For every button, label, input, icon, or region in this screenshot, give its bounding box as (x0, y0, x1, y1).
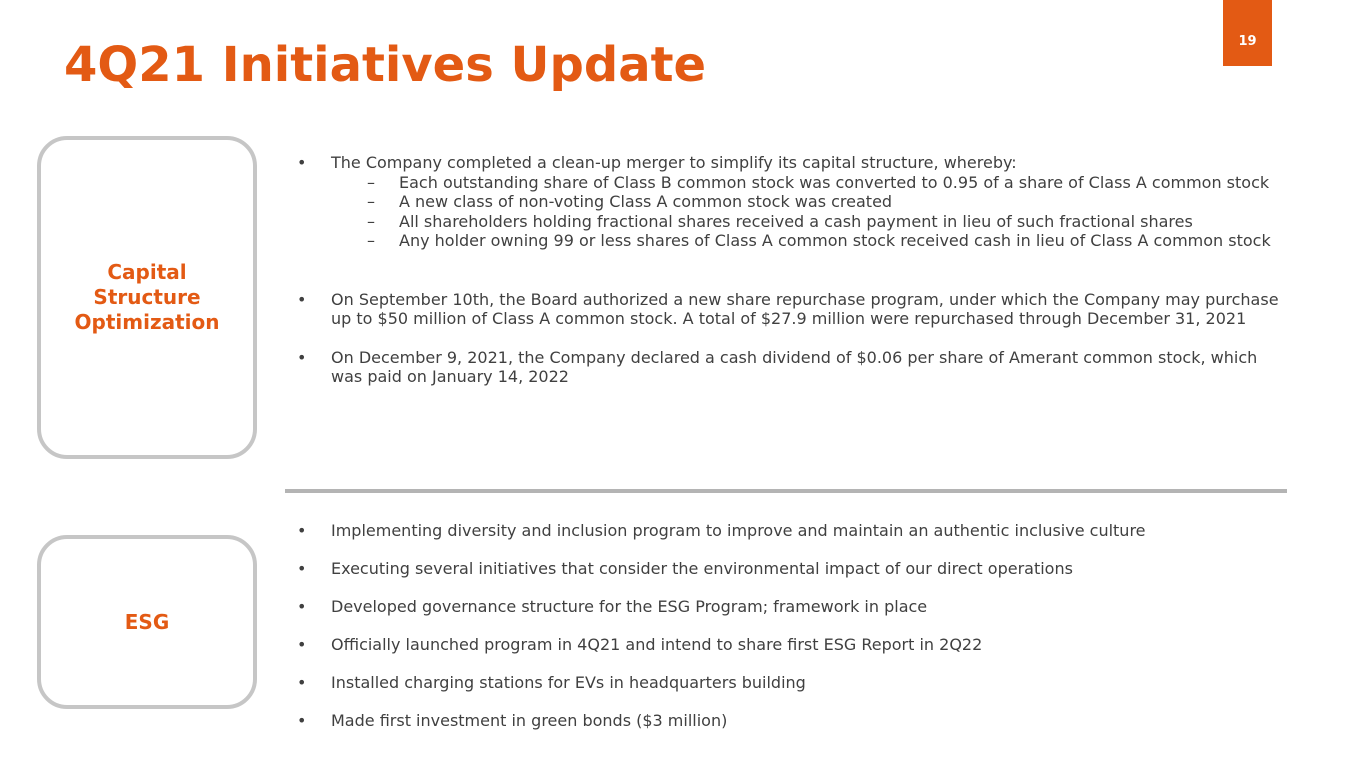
esg-bullet-charging (297, 673, 1282, 693)
dash-mark: – (367, 211, 375, 231)
bullet-text: Implementing diversity and inclusion program to improve and maintain an authentic inclusive culture (331, 521, 1146, 540)
bullet-mark: • (297, 635, 307, 655)
sub-bullet-non-voting-class (297, 192, 1282, 212)
page-number-badge: 19 (1223, 0, 1272, 66)
capital-bullet-dividend (297, 348, 1282, 387)
esg-content (297, 521, 1282, 750)
capital-structure-label: Capital Structure Optimization (74, 260, 220, 334)
esg-bullet-environmental (297, 559, 1282, 579)
bullet-text: Officially launched program in 4Q21 and intend to share first ESG Report in 2Q22 (331, 635, 983, 655)
dash-mark: – (367, 192, 375, 211)
bullet-mark: • (297, 521, 307, 540)
bullet-text: Made first investment in green bonds ($3 million) (331, 711, 728, 731)
sub-bullet-text: All shareholders holding fractional shares received a cash payment in lieu of such fractional shares (399, 211, 1193, 231)
capital-structure-box (37, 136, 257, 459)
esg-box (37, 535, 257, 709)
bullet-mark: • (297, 711, 307, 731)
bullet-text: Installed charging stations for EVs in headquarters building (331, 673, 806, 693)
esg-bullet-diversity (297, 521, 1282, 541)
bullet-text: Developed governance structure for the ESG Program; framework in place (331, 597, 928, 617)
esg-bullet-launch (297, 635, 1282, 655)
bullet-mark: • (297, 153, 307, 172)
bullet-text: On September 10th, the Board authorized a new share repurchase program, under which the Company may purchase up to $50 million of Class A common stock. A total of $27.9 million were repurchased through December 31, 2021 (331, 289, 1279, 328)
sub-bullet-fractional-shares (297, 212, 1282, 232)
bullet-mark: • (297, 289, 307, 309)
slide-title: 4Q21 Initiatives Update (64, 37, 707, 93)
bullet-text: Executing several initiatives that consider the environmental impact of our direct operations (331, 559, 1073, 579)
dash-mark: – (367, 172, 375, 192)
capital-bullet-merger (297, 153, 1282, 173)
esg-bullet-green-bonds (297, 711, 1282, 731)
dash-mark: – (367, 231, 375, 250)
capital-structure-content (297, 153, 1282, 387)
sub-bullet-text: Each outstanding share of Class B common stock was converted to 0.95 of a share of Class A common stock (399, 172, 1270, 192)
esg-label: ESG (124, 609, 170, 634)
bullet-mark: • (297, 597, 307, 617)
bullet-mark: • (297, 559, 307, 579)
sub-bullet-class-b-conversion (297, 173, 1282, 193)
bullet-text: The Company completed a clean-up merger to simplify its capital structure, whereby: (331, 153, 1017, 172)
bullet-mark: • (297, 347, 307, 367)
capital-bullet-repurchase (297, 290, 1282, 329)
esg-bullet-governance (297, 597, 1282, 617)
sub-bullet-text: A new class of non-voting Class A common stock was created (399, 192, 893, 211)
sub-bullet-text: Any holder owning 99 or less shares of Class A common stock received cash in lieu of Class A common stock (399, 231, 1271, 250)
bullet-text: On December 9, 2021, the Company declared a cash dividend of $0.06 per share of Amerant common stock, which was paid on January 14, 2022 (331, 347, 1258, 386)
bullet-mark: • (297, 673, 307, 693)
section-divider (285, 489, 1287, 493)
sub-bullet-small-holders (297, 231, 1282, 251)
